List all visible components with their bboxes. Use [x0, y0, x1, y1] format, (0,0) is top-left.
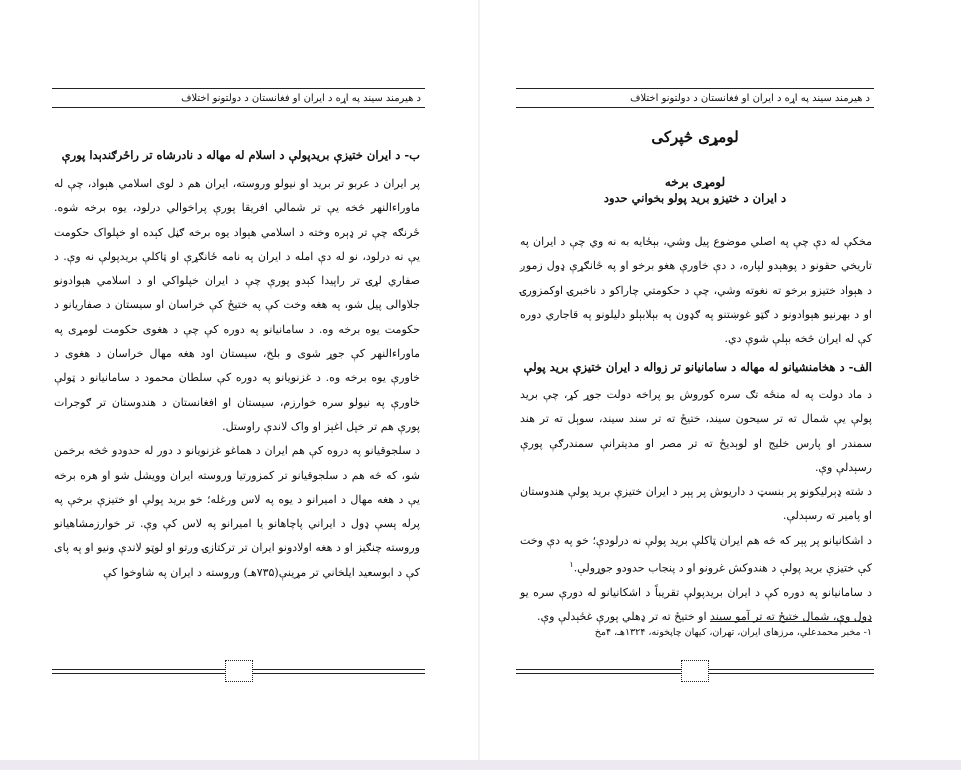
- paragraph: مخکې له دې چې په اصلي موضوع پیل وشي، بېځایه به نه وي چې د ایران په تاریخي حقونو د پوهېدو لپاره، د دې خاورې هغو برخو او په ځانګړې ډول زموږ د هېواد ختیزو برخو ته نغوته وشي، چې د حکومتي چاراکو د ناخبرۍ اوکمزورۍ او د بهرنیو هېوادونو د ګټو غوښتنو په ګډون په بېلابېلو دلیلونو په قاجاري دوره کې له ایران څخه بېلې شوې دي.: [520, 235, 872, 346]
- footnote-rule: [710, 621, 872, 622]
- paragraph: پر ایران د عربو تر برید او نیولو وروسته، ایران هم د لوی اسلامي هېواد، چې له ماوراءالنهر څخه یې تر شمالي افریقا پورې پراخوالي درلود، یوه برخه شوه. ځرنګه چې تر ډېره وخته د اسلامي هېواد یوه برخه ګڼل کېده او خپلواک حکومت یې نه درلود، نو له دې امله د ایران په نامه ځانګړې او ټاکلې بریدپولې نه وې. د صفاري لړۍ تر راپیدا کېدو پورې چې د ایران خپلواکي او د اسلامي هېوادونو جلاوالی پیل شو، په هغه وخت کې په ختیځ کې خراسان او سیستان د صفاریانو د حکومت یوه برخه وه. د سامانیانو په دوره کې چې د هغوی حکومت لومړی په ماوراءالنهر کې جوړ شوی و بلخ، سیستان اود هغه مهال خراسان د هغوی د خاورې یوه برخه وه. د غزنویانو په دوره کې سلطان محمود د سامانیانو د ټولې خاورې په نیولو سره خوارزم، سیستان او افغانستان د هندوستان تر ګوجرات پورې هم تر خپل اغېز او واک لاندې راوستل.: [54, 177, 420, 433]
- footnote: ۱- مخبر محمدعلي، مرزهای ایران، تهران، کیهان چاپخونه، ۱۳۲۴هـ، ۴مخ: [594, 627, 872, 638]
- paragraph: د سلجوقیانو په دروه کې هم ایران د هماغو غزنویانو د دور له حدودو څخه برخمن شو، که څه هم د سلجوقیانو تر کمزورتیا وروسته ایران وویشل شو او هره برخه یې د هغه مهال د امیرانو د یوه په لاس ورغله؛ خو برید پولې او ختیزې برخې په پرله پسې ډول د ایراني پاچاهانو یا امیرانو په لاس کې وې. تر خوارزمشاهیانو وروسته چنګیز او د هغه اولادونو ایران تر ترکتازۍ وږتو او لوټو لاندې ونیو او په پای کې د ابوسعید ایلخاني تر مړینې(۷۳۵هـ) وروسته د ایران په شاوخوا کې: [54, 444, 420, 579]
- footnote-marker: ۱: [569, 560, 574, 570]
- body-text: [520, 383, 872, 630]
- body-text: [520, 230, 872, 351]
- running-header: د هیرمند سیند په اړه د ایران او فغانستان د دولتونو اختلاف: [516, 88, 874, 108]
- page-footer-ornament: [516, 660, 874, 684]
- ornament-icon: [681, 660, 709, 682]
- part-title: لومړی برخه: [664, 175, 726, 189]
- paragraph: د شته ډېرلیکونو پر بنسټ د داریوش پر پېر د ایران ختیزې برید پولې هندوستان او پامیر ته رسېدلې.: [520, 485, 872, 523]
- section-heading: الف- د هخامنشیانو له مهاله د سامانیانو تر زواله د ایران ختیزې برید پولې: [523, 360, 872, 374]
- body-text: [54, 172, 420, 585]
- chapter-title: لومړی څپرکی: [651, 128, 739, 146]
- section-heading: ب- د ایران ختیزې بریدپولې د اسلام له مهاله د نادرشاه تر راځرګندېدا پورې: [61, 148, 420, 162]
- running-header: د هیرمند سیند په اړه د ایران او فغانستان د دولتونو اختلاف: [52, 88, 425, 108]
- part-subtitle: د ایران د ختیزو برید پولو بخواني حدود: [603, 191, 787, 205]
- viewer-bottom-strip: [0, 760, 961, 770]
- paragraph: د ماد دولت په له منځه تګ سره کوروش یو پراخه دولت جوړ کړ، چې برید پولې یې شمال ته تر سیحون سیند، ختیځ ته تر سند سیند، سوېل ته تر هند سمندر او پارس خلیج او لوېدیځ ته تر مصر او مدیترانې سمندرګې پورې رسېدلې وې.: [520, 388, 872, 474]
- page-footer-ornament: [52, 660, 425, 684]
- paragraph: د اشکانیانو پر پېر که څه هم ایران ټاکلې برید پولې نه درلودې؛ خو په دې وخت کې ختیزې برید پولې د هندوکش غرونو او د پنجاب حدودو جوړولې.$^۱$: [520, 533, 872, 575]
- ornament-icon: [225, 660, 253, 682]
- paragraph: د سامانیانو په دوره کې د ایران بریدپولې تقریباً د اشکانیانو له دورې سره یو ډول وې، شمال ختیځ ته تر آمو سیند او ختیځ ته تر ډهلي پورې غځېدلې وې.: [520, 586, 872, 624]
